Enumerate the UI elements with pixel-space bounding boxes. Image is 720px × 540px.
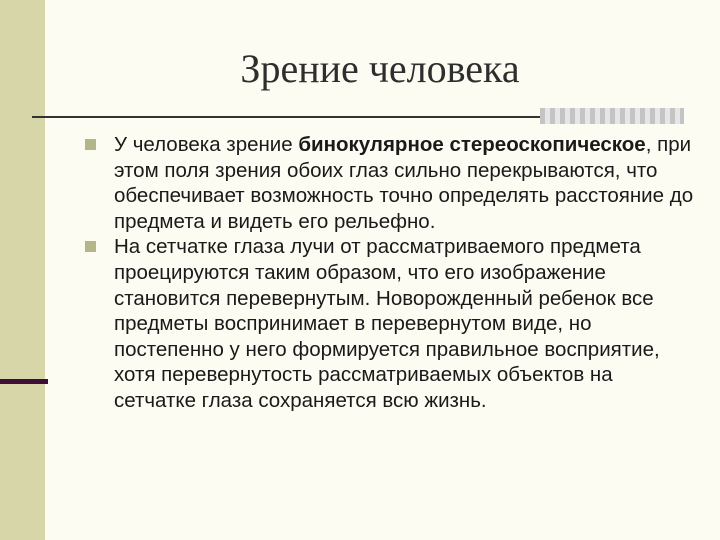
slide-title: Зрение человека bbox=[240, 46, 520, 91]
square-bullet-icon bbox=[85, 139, 96, 150]
bullet-text-bold: бинокулярное стереоскопическое bbox=[298, 133, 646, 156]
title-divider bbox=[32, 116, 540, 118]
bullet-item bbox=[76, 234, 696, 413]
bullet-text-part: , при этом поля зрения обоих глаз сильно перекрываются, что обеспечивает возможность точно определять расстояние до предмета и видеть его рельефно. bbox=[114, 133, 694, 233]
bullet-text-part: На сетчатке глаза лучи от рассматриваемого предмета проецируются таким образом, что его изображение становится перевернутым. Новорожденный ребенок все предметы воспринимает в перевернутом виде, но постепенно у него формируется правильное восприятие, хотя перевернутость рассматриваемых объектов на сетчатке глаза сохраняется всю жизнь. bbox=[114, 235, 660, 412]
bullet-item bbox=[76, 132, 696, 234]
square-bullet-icon bbox=[85, 241, 96, 252]
bullet-text-part: У человека зрение bbox=[114, 133, 299, 156]
checkered-accent bbox=[540, 108, 684, 124]
slide-content bbox=[76, 132, 696, 414]
left-accent-bar bbox=[0, 379, 48, 384]
left-decorative-band bbox=[0, 0, 45, 540]
